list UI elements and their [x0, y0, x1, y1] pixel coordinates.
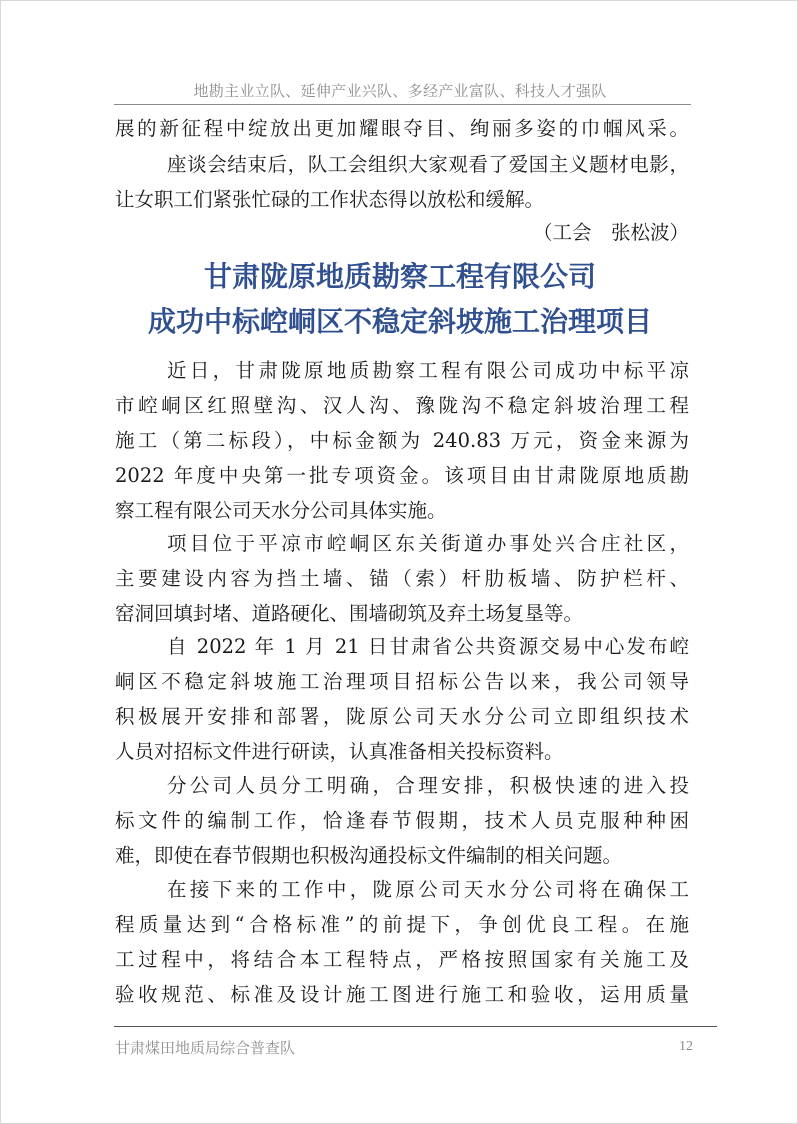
article-body-line: 人员对招标文件进行研读，认真准备相关投标资料。 — [115, 740, 564, 763]
article-body-line: 工过程中，将结合本工程特点，严格按照国家有关施工及 — [115, 948, 689, 971]
article-body-line: 市崆峒区红照壁沟、汉人沟、豫陇沟不稳定斜坡治理工程 — [115, 394, 689, 417]
article-body-line: 峒区不稳定斜坡施工治理项目招标公告以来，我公司领导 — [115, 670, 689, 693]
article-body-line: 验收规范、标准及设计施工图进行施工和验收，运用质量 — [115, 983, 689, 1006]
article-body-line: 窑洞回填封堵、道路硬化、围墙砌筑及弃土场复垦等。 — [115, 602, 584, 625]
article-body-line: 2022 年度中央第一批专项资金。该项目由甘肃陇原地质勘 — [115, 464, 689, 487]
article-body-line: 积极展开安排和部署，陇原公司天水分公司立即组织技术 — [115, 705, 689, 728]
article-body-line: 自 2022 年 1 月 21 日甘肃省公共资源交易中心发布崆 — [167, 635, 689, 658]
prev-article-line: 让女职工们紧张忙碌的工作状态得以放松和缓解。 — [115, 188, 545, 211]
article-body-line: 在接下来的工作中，陇原公司天水分公司将在确保工 — [167, 878, 689, 901]
article-body-line: 察工程有限公司天水分公司具体实施。 — [115, 499, 447, 522]
article-body-line: 难，即使在春节假期也积极沟通投标文件编制的相关问题。 — [115, 844, 623, 867]
article-body-line: 近日，甘肃陇原地质勘察工程有限公司成功中标平凉 — [167, 359, 689, 382]
article-body-line: 程质量达到“合格标准”的前提下，争创优良工程。在施 — [115, 913, 689, 936]
article-body-line: 标文件的编制工作，恰逢春节假期，技术人员克服种种困 — [115, 809, 689, 832]
header-slogan: 地勘主业立队、延伸产业兴队、多经产业富队、科技人才强队 — [193, 82, 607, 100]
article-body-line: 主要建设内容为挡土墙、锚（索）杆肋板墙、防护栏杆、 — [115, 567, 689, 590]
article-title-line-1: 甘肃陇原地质勘察工程有限公司 — [203, 260, 596, 293]
article-body-line: 分公司人员分工明确，合理安排，积极快速的进入投 — [167, 774, 689, 797]
footer-divider — [114, 1026, 717, 1027]
article-body-line: 项目位于平凉市崆峒区东关街道办事处兴合庄社区， — [167, 532, 689, 555]
prev-article-line: 座谈会结束后，队工会组织大家观看了爱国主义题材电影， — [167, 153, 689, 176]
article-body-line: 施工（第二标段），中标金额为 240.83 万元，资金来源为 — [115, 429, 689, 452]
page-number: 12 — [679, 1039, 693, 1054]
footer-organization: 甘肃煤田地质局综合普查队 — [115, 1039, 296, 1057]
prev-article-line: 展的新征程中绽放出更加耀眼夺目、绚丽多姿的巾帼风采。 — [115, 117, 689, 140]
prev-article-signature: （工会 张松波） — [532, 221, 689, 244]
article-title-line-2: 成功中标崆峒区不稳定斜坡施工治理项目 — [147, 305, 652, 338]
header-divider — [114, 104, 691, 105]
